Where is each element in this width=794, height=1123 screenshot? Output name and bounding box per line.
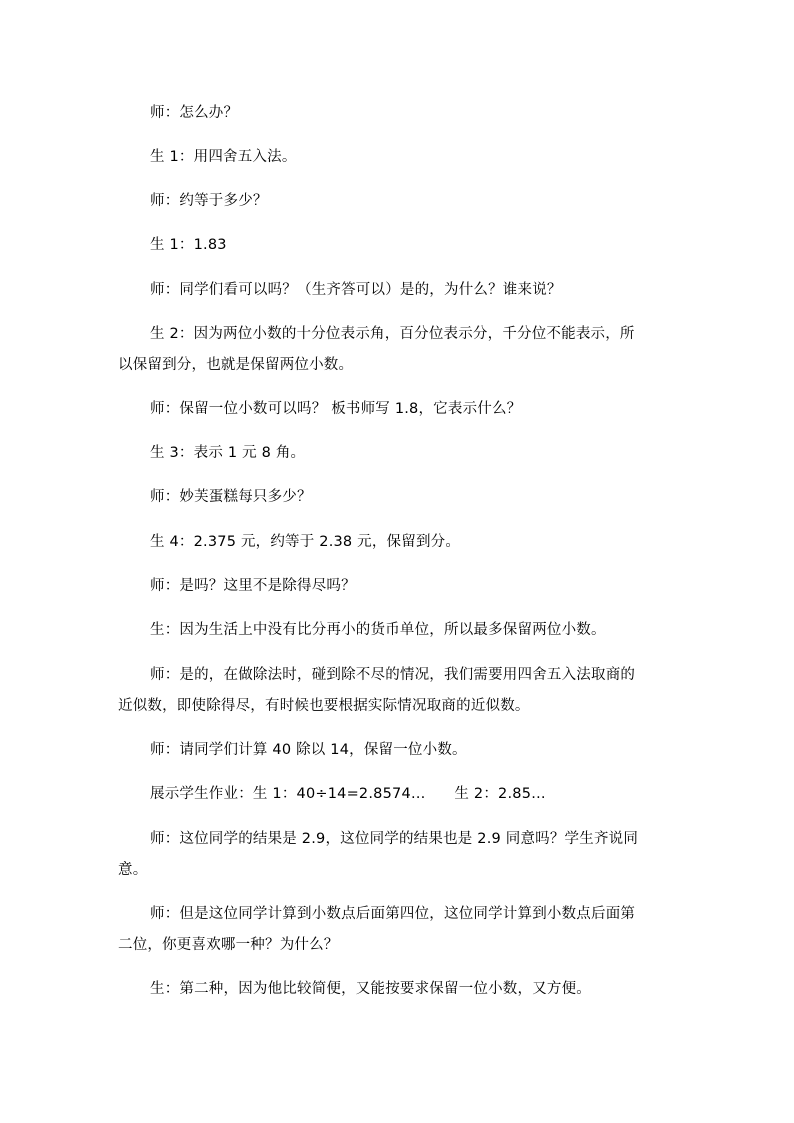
paragraph [118, 438, 678, 469]
text-line: 意。 [118, 862, 148, 878]
text-line: 师：请同学们计算 40 除以 14，保留一位小数。 [150, 742, 467, 758]
text-line: 生 3：表示 1 元 8 角。 [150, 445, 306, 461]
paragraph [118, 899, 678, 961]
paragraph [118, 98, 678, 129]
paragraph [118, 394, 678, 425]
text-line: 师：保留一位小数可以吗？ 板书师写 1.8，它表示什么？ [150, 401, 522, 417]
text-line: 二位，你更喜欢哪一种？为什么？ [118, 937, 339, 953]
paragraph [118, 660, 678, 722]
paragraph [118, 571, 678, 602]
paragraph [118, 319, 678, 381]
text-line: 师：是吗？这里不是除得尽吗？ [150, 578, 356, 594]
text-line: 展示学生作业：生 1：40÷14=2.8574… 生 2：2.85… [150, 786, 546, 802]
paragraph [118, 824, 678, 886]
text-line: 师：但是这位同学计算到小数点后面第四位，这位同学计算到小数点后面第 [150, 906, 636, 922]
text-line: 生 2：因为两位小数的十分位表示角，百分位表示分，千分位不能表示，所 [150, 326, 635, 342]
text-line: 师：这位同学的结果是 2.9，这位同学的结果也是 2.9 同意吗？学生齐说同 [150, 831, 639, 847]
paragraph [118, 482, 678, 513]
text-line: 以保留到分，也就是保留两位小数。 [118, 357, 354, 373]
paragraph [118, 527, 678, 558]
paragraph [118, 974, 678, 1005]
text-line: 师：约等于多少？ [150, 193, 268, 209]
paragraph [118, 230, 678, 261]
paragraph [118, 142, 678, 173]
text-line: 生：因为生活上中没有比分再小的货币单位，所以最多保留两位小数。 [150, 622, 606, 638]
paragraph [118, 735, 678, 766]
text-line: 师：妙芙蛋糕每只多少？ [150, 489, 312, 505]
text-line: 生 1：1.83 [150, 237, 227, 253]
paragraph [118, 275, 678, 306]
text-line: 师：同学们看可以吗？（生齐答可以）是的，为什么？谁来说？ [150, 282, 562, 298]
paragraph [118, 615, 678, 646]
text-line: 师：怎么办？ [150, 105, 239, 121]
paragraph [118, 779, 678, 810]
text-line: 师：是的，在做除法时，碰到除不尽的情况，我们需要用四舍五入法取商的 [150, 667, 636, 683]
text-line: 近似数，即使除得尽，有时候也要根据实际情况取商的近似数。 [118, 698, 530, 714]
text-line: 生 1：用四舍五入法。 [150, 149, 297, 165]
text-line: 生：第二种，因为他比较简便，又能按要求保留一位小数，又方便。 [150, 981, 591, 997]
paragraph [118, 186, 678, 217]
text-line: 生 4：2.375 元，约等于 2.38 元，保留到分。 [150, 534, 461, 550]
